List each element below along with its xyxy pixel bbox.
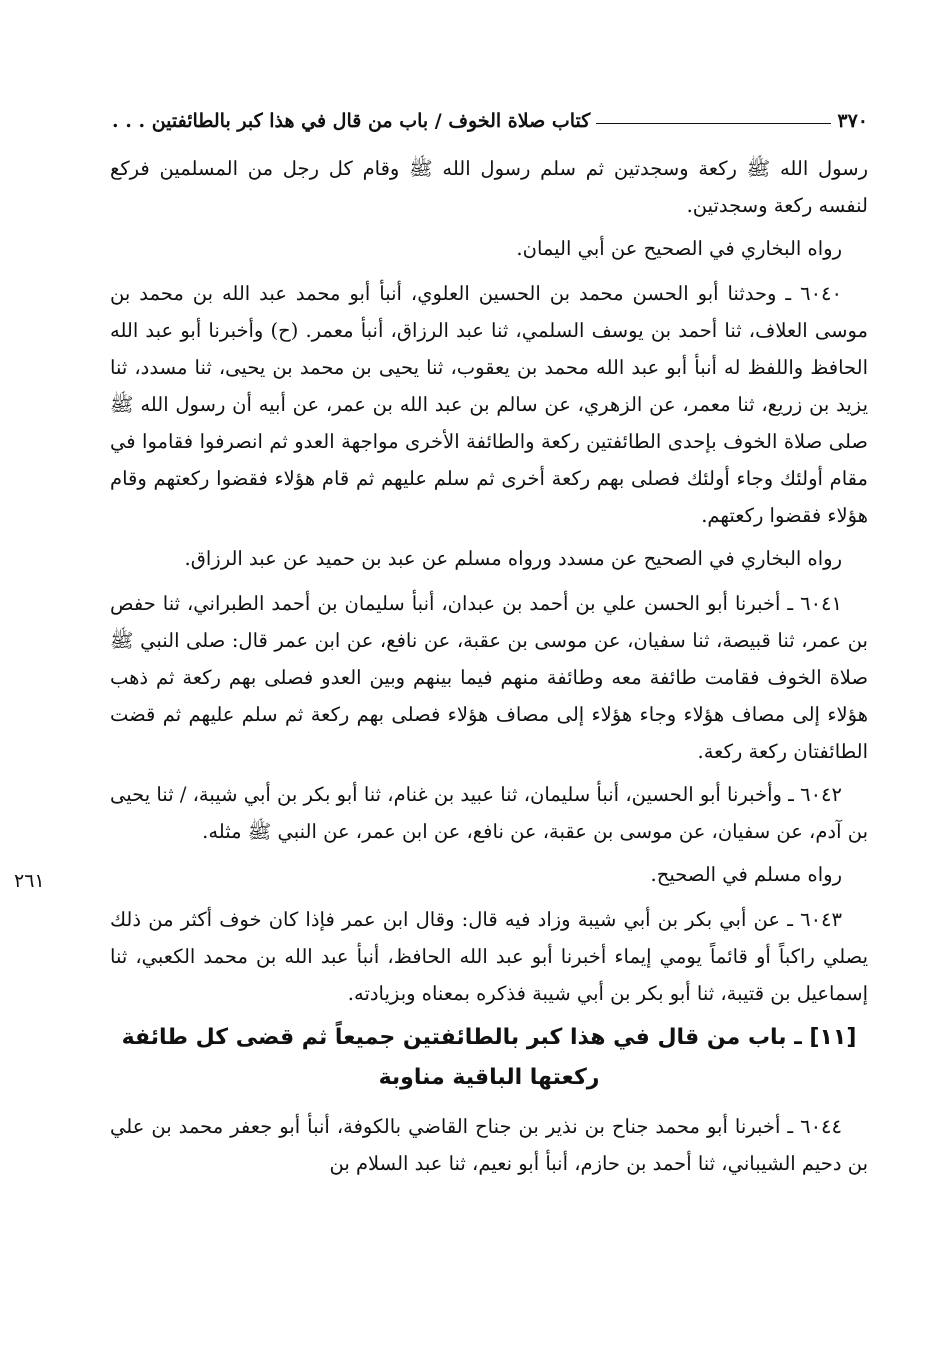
hadith-6042: ٦٠٤٢ ـ وأخبرنا أبو الحسين، أنبأ سليمان، ثنا عبيد بن غنام، ثنا أبو بكر بن أبي شيبة، / ثنا يحيى بن آدم، عن سفيان، عن موسى بن عقبة، عن نافع، عن ابن عمر، عن النبي ﷺ مثله. [110,783,868,843]
hadith-6040: ٦٠٤٠ ـ وحدثنا أبو الحسن محمد بن الحسين العلوي، أنبأ أبو محمد عبد الله بن محمد بن موسى العلاف، ثنا أحمد بن يوسف السلمي، ثنا عبد الرزاق، أنبأ معمر. (ح) وأخبرنا أبو عبد الله الحافظ واللفظ له أنبأ أبو عبد الله محمد بن يعقوب، ثنا يحيى بن محمد بن يحيى، ثنا مسدد، ثنا يزيد بن زريع، ثنا معمر، عن الزهري، عن سالم بن عبد الله بن عمر، عن أبيه أن رسول الله ﷺ صلى صلاة الخوف بإحدى الطائفتين ركعة والطائفة الأخرى مواجهة العدو ثم انصرفوا فقاموا في مقام أولئك وجاء أولئك فصلى بهم ركعة أخرى ثم سلم عليهم ثم قام هؤلاء فقضوا ركعتهم وقام هؤلاء فقضوا ركعتهم. [110,282,868,527]
margin-page-reference: ٢٦١ [14,870,45,892]
page-body [110,150,868,1188]
hadith-6041: ٦٠٤١ ـ أخبرنا أبو الحسن علي بن أحمد بن عبدان، أنبأ سليمان بن أحمد الطبراني، ثنا حفص بن عمر، ثنا قبيصة، ثنا سفيان، عن موسى بن عقبة، عن نافع، عن ابن عمر قال: صلى النبي ﷺ صلاة الخوف فقامت طائفة معه وطائفة منهم فيما بينهم وبين العدو فصلى بهم ركعة ثم ذهب هؤلاء إلى مصاف هؤلاء وجاء هؤلاء إلى مصاف هؤلاء فصلى بهم ركعة ثم سلم عليهم ثم قضت الطائفتان ركعة ركعة. [110,592,868,763]
source-note: رواه مسلم في الصحيح. [650,863,842,886]
section-heading: [١١] ـ باب من قال في هذا كبر بالطائفتين جميعاً ثم قضى كل طائفة ركعتها الباقية مناوبة [121,1025,857,1090]
hadith-6043: ٦٠٤٣ ـ عن أبي بكر بن أبي شيبة وزاد فيه قال: وقال ابن عمر فإذا كان خوف أكثر من ذلك يصلي راكباً أو قائماً يومي إيماء أخبرنا أبو عبد الله الحافظ، أنبأ عبد الله بن محمد الكعبي، ثنا إسماعيل بن قتيبة، ثنا أبو بكر بن أبي شيبة فذكره بمعناه وبزيادته. [110,908,868,1005]
paragraph-continuation: رسول الله ﷺ ركعة وسجدتين ثم سلم رسول الله ﷺ وقام كل رجل من المسلمين فركع لنفسه ركعة وسجدتين. [110,157,868,217]
source-note: رواه البخاري في الصحيح عن أبي اليمان. [516,237,842,260]
running-title: كتاب صلاة الخوف / باب من قال في هذا كبر بالطائفتين . . . [112,110,591,132]
hadith-6044: ٦٠٤٤ ـ أخبرنا أبو محمد جناح بن نذير بن جناح القاضي بالكوفة، أنبأ أبو جعفر محمد بن علي بن دحيم الشيباني، ثنا أحمد بن حازم، أنبأ أبو نعيم، ثنا عبد السلام بن [110,1115,868,1175]
page-number: ٣٧٠ [837,110,868,132]
header-rule [596,123,831,124]
running-header [112,92,868,132]
source-note: رواه البخاري في الصحيح عن مسدد ورواه مسلم عن عبد بن حميد عن عبد الرزاق. [184,547,842,570]
